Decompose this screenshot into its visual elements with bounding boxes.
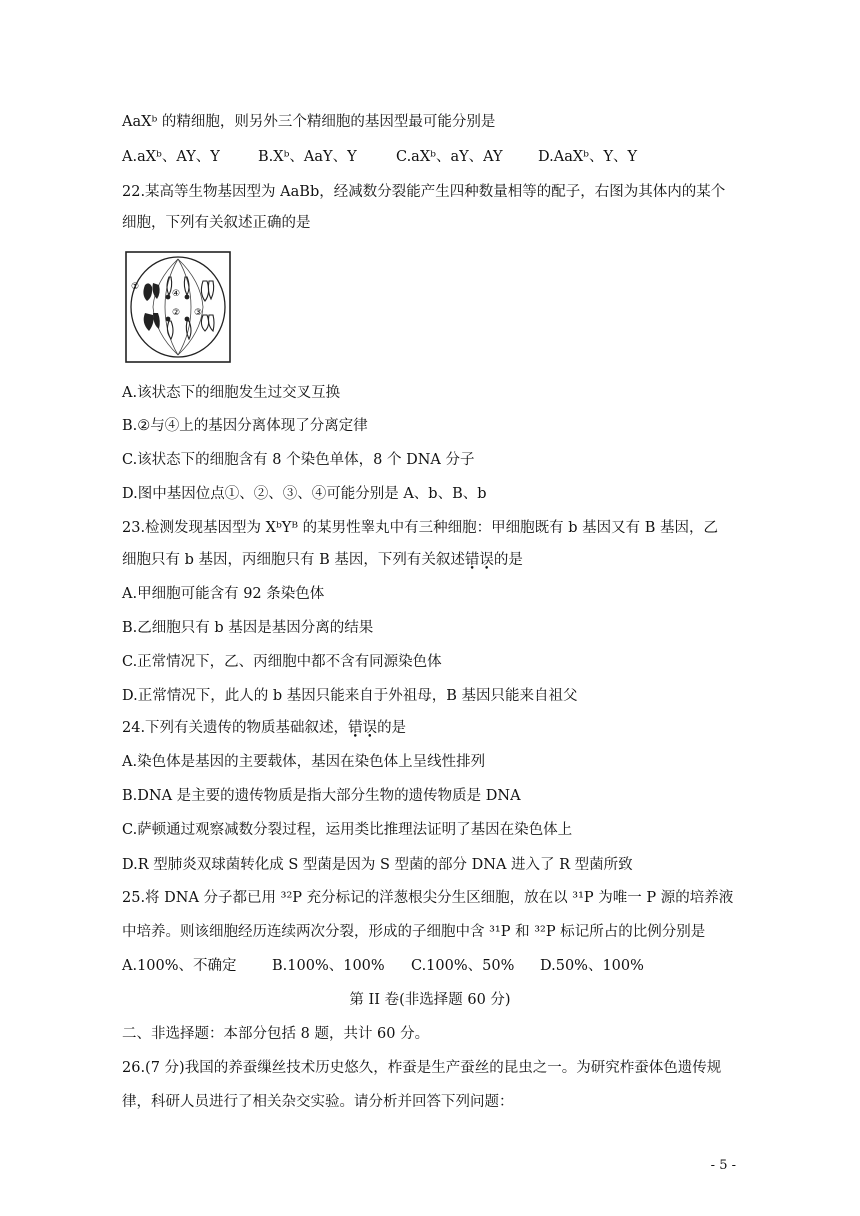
q21-continuation: AaXᵇ 的精细胞，则另外三个精细胞的基因型最可能分别是 xyxy=(122,114,496,130)
q22-option-b: B.②与④上的基因分离体现了分离定律 xyxy=(122,418,368,434)
q23-stem-line1: 23.检测发现基因型为 XᵇYᴮ 的某男性睾丸中有三种细胞：甲细胞既有 b 基因又有 B 基因，乙 xyxy=(122,520,719,536)
q23-stem-text: 细胞只有 b 基因，丙细胞只有 B 基因，下列有关叙述 xyxy=(122,552,465,568)
q21-option-a: A.aXᵇ、AY、Y xyxy=(122,149,220,165)
q24-stem-tail: 的是 xyxy=(377,720,407,736)
q23-option-b: B.乙细胞只有 b 基因是基因分离的结果 xyxy=(122,620,374,636)
q25-option-d: D.50%、100% xyxy=(540,958,644,974)
q24-stem xyxy=(122,718,406,738)
q25-option-b: B.100%、100% xyxy=(272,958,385,974)
locus-label-3: ③ xyxy=(194,308,203,318)
cell-diagram-svg xyxy=(125,251,231,363)
q25-stem-line1: 25.将 DNA 分子都已用 ³²P 充分标记的洋葱根尖分生区细胞，放在以 ³¹P 为唯一 P 源的培养液 xyxy=(122,890,734,906)
locus-label-2: ② xyxy=(172,308,181,318)
emphasis-char: 误 xyxy=(362,720,378,736)
q26-stem-line1: 26.(7 分)我国的养蚕缫丝技术历史悠久，柞蚕是生产蚕丝的昆虫之一。为研究柞蚕体色遗传规 xyxy=(122,1060,722,1076)
q23-stem-line2 xyxy=(122,550,523,570)
q22-option-c: C.该状态下的细胞含有 8 个染色单体，8 个 DNA 分子 xyxy=(122,452,475,468)
locus-label-1: ① xyxy=(131,282,140,292)
q24-option-c: C.萨顿通过观察减数分裂过程，运用类比推理法证明了基因在染色体上 xyxy=(122,822,573,838)
q23-option-a: A.甲细胞可能含有 92 条染色体 xyxy=(122,586,325,602)
section-title: 第 II 卷(非选择题 60 分) xyxy=(349,992,511,1008)
q21-option-c: C.aXᵇ、aY、AY xyxy=(396,149,503,165)
emphasis-char: 错 xyxy=(348,720,363,736)
q22-option-a: A.该状态下的细胞发生过交叉互换 xyxy=(122,385,341,401)
locus-label-4: ④ xyxy=(172,289,181,299)
q23-option-c: C.正常情况下，乙、丙细胞中都不含有同源染色体 xyxy=(122,654,442,670)
emphasis-char: 错 xyxy=(464,552,480,568)
page-number: - 5 - xyxy=(710,1158,736,1173)
q21-option-d: D.AaXᵇ、Y、Y xyxy=(538,149,638,165)
q22-option-d: D.图中基因位点①、②、③、④可能分别是 A、b、B、b xyxy=(122,486,487,502)
q22-stem-line2: 细胞，下列有关叙述正确的是 xyxy=(122,215,311,231)
q24-option-a: A.染色体是基因的主要载体，基因在染色体上呈线性排列 xyxy=(122,754,486,770)
q24-option-d: D.R 型肺炎双球菌转化成 S 型菌是因为 S 型菌的部分 DNA 进入了 R 型菌所致 xyxy=(122,857,633,873)
q25-option-a: A.100%、不确定 xyxy=(122,958,237,974)
q24-option-b: B.DNA 是主要的遗传物质是指大部分生物的遗传物质是 DNA xyxy=(122,788,521,804)
q24-stem-text: 24.下列有关遗传的物质基础叙述， xyxy=(122,720,349,736)
section-intro: 二、非选择题：本部分包括 8 题，共计 60 分。 xyxy=(122,1026,430,1042)
emphasis-char: 误 xyxy=(479,552,494,568)
q23-stem-tail: 的是 xyxy=(493,552,523,568)
q21-option-b: B.Xᵇ、AaY、Y xyxy=(258,149,357,165)
q26-stem-line2: 律，科研人员进行了相关杂交实验。请分析并回答下列问题： xyxy=(122,1094,514,1110)
q25-option-c: C.100%、50% xyxy=(411,958,515,974)
q22-stem-line1: 22.某高等生物基因型为 AaBb，经减数分裂能产生四种数量相等的配子，右图为其体内的某个 xyxy=(122,184,726,200)
cell-division-figure xyxy=(125,251,231,363)
q23-option-d: D.正常情况下，此人的 b 基因只能来自于外祖母，B 基因只能来自祖父 xyxy=(122,688,578,704)
q25-stem-line2: 中培养。则该细胞经历连续两次分裂，形成的子细胞中含 ³¹P 和 ³²P 标记所占的比例分别是 xyxy=(122,924,706,940)
